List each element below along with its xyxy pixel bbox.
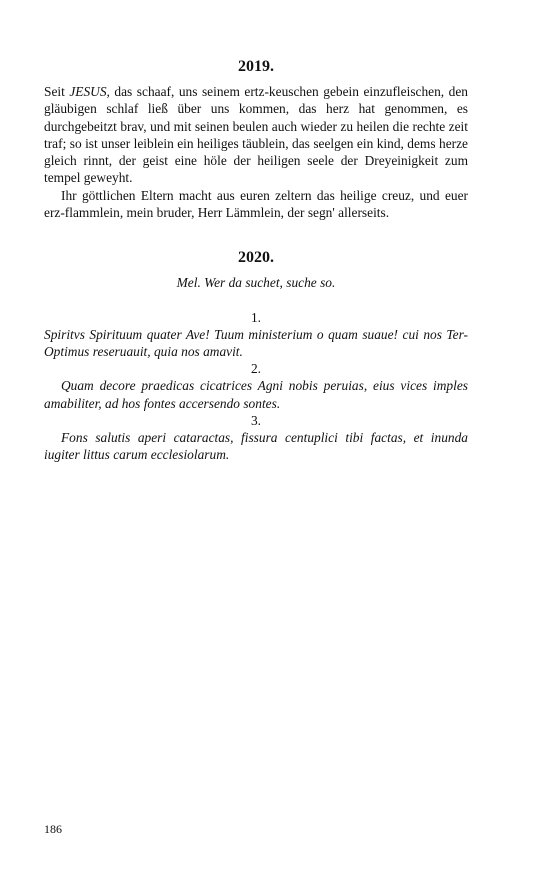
hymn-2019-paragraph-2: Ihr göttlichen Eltern macht aus euren zeltern das heilige creuz, und euer erz-flammlein, mein bruder, Herr Lämmlein, der segn' allerseits. [44,187,468,221]
verse-number-1: 1. [250,309,262,325]
verse-number-2: 2. [250,361,262,377]
paragraph-1-rest: das schaaf, uns seinem ertz-keuschen gebein einzufleischen, den gläubigen schlaf ließ über uns kommen, das herz hat genommen, es durchgebeitzt brav, und mit seinen beulen auch wieder zu heilen die rechte zeit traf; so ist unser leiblein ein heiliges täublein, das seelgen ein kind, dems herze gleich rinnt, der geist eine höle der heiligen seele der Dreyeinigkeit zum tempel geweyht. [44,84,468,186]
verse-text-2: Quam decore praedicas cicatrices Agni nobis peruias, eius vices imples amabiliter, ad hos fontes accersendo sontes. [44,378,468,411]
hymn-2019-paragraph-1 [44,83,468,187]
hymn-number-2019: 2019. [238,58,274,75]
verse-number-3: 3. [250,412,262,428]
page-body [44,0,468,463]
paragraph-1-start: Seit [44,84,70,99]
hymn-number-2020: 2020. [238,249,274,267]
name-jesus: JESUS, [69,84,110,99]
verse-text-1: Spiritvs Spirituum quater Ave! Tuum ministerium o quam suaue! cui nos Ter-Optimus reseruauit, quia nos amavit. [44,326,468,359]
melody-line: Mel. Wer da suchet, suche so. [176,275,336,291]
page-number: 186 [44,822,62,836]
verse-list [44,309,468,464]
verse-text-3: Fons salutis aperi cataractas, fissura centuplici tibi factas, et inunda iugiter littus carum ecclesiolarum. [44,429,468,463]
